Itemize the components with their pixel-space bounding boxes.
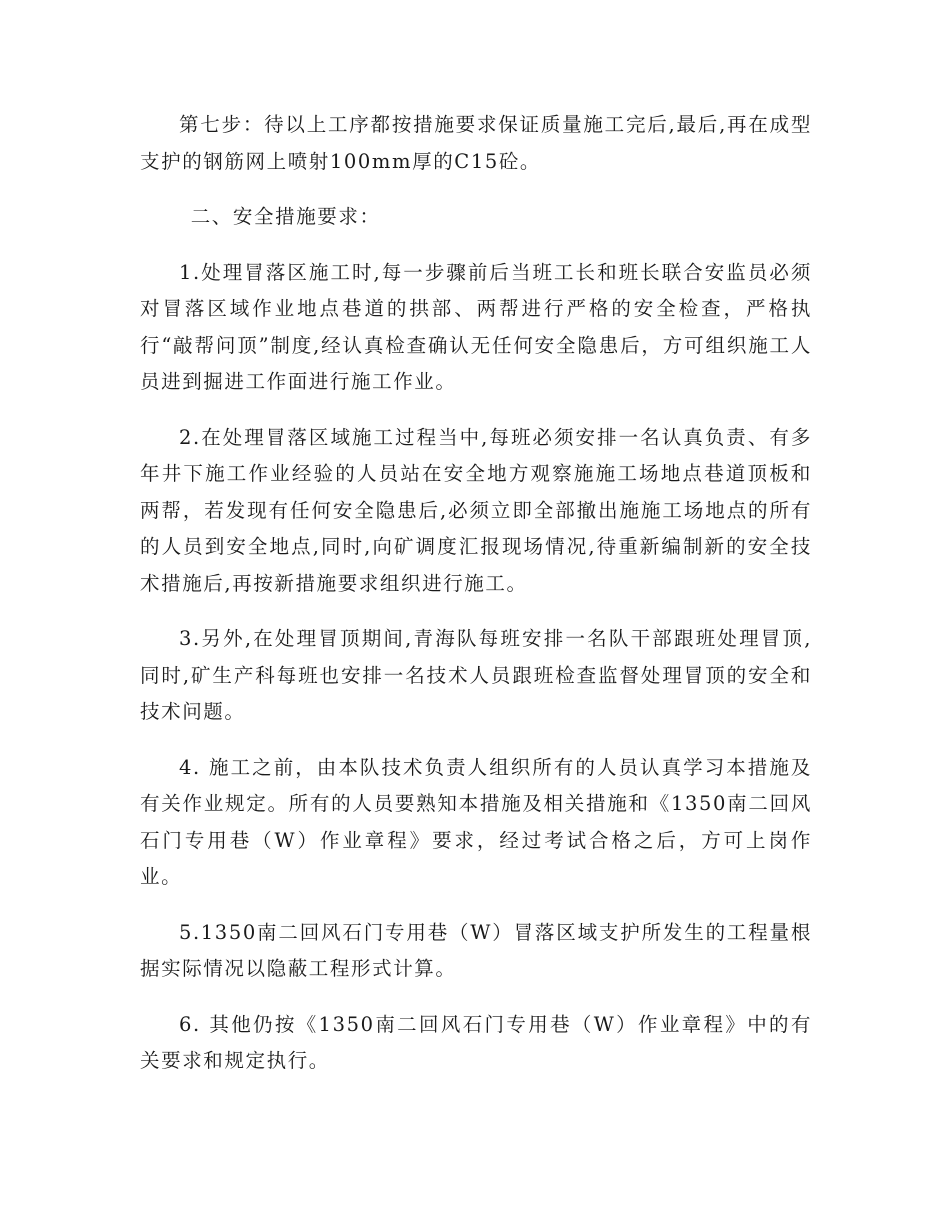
paragraph-step-seven: 第七步：待以上工序都按措施要求保证质量施工完后,最后,再在成型支护的钢筋网上喷射100mm厚的C15砼。	[140, 113, 812, 173]
section-heading-safety-measures: 二、安全措施要求：	[190, 205, 381, 228]
paragraph-item-3: 3.另外,在处理冒顶期间,青海队每班安排一名队干部跟班处理冒顶,同时,矿生产科每班也安排一名技术人员跟班检查监督处理冒顶的安全和技术问题。	[140, 627, 812, 723]
paragraph-item-6: 6. 其他仍按《1350南二回风石门专用巷（W）作业章程》中的有关要求和规定执行。	[140, 1012, 812, 1072]
paragraph-item-1: 1.处理冒落区施工时,每一步骤前后当班工长和班长联合安监员必须对冒落区域作业地点巷道的拱部、两帮进行严格的安全检查，严格执行“敲帮问顶”制度,经认真检查确认无任何安全隐患后，方可组织施工人员进到掘进工作面进行施工作业。	[140, 260, 812, 393]
paragraph-item-4: 4. 施工之前，由本队技术负责人组织所有的人员认真学习本措施及有关作业规定。所有的人员要熟知本措施及相关措施和《1350南二回风石门专用巷（W）作业章程》要求，经过考试合格之后，方可上岗作业。	[140, 755, 812, 888]
document-body	[140, 107, 812, 1099]
paragraph-item-2: 2.在处理冒落区域施工过程当中,每班必须安排一名认真负责、有多年井下施工作业经验的人员站在安全地方观察施施工场地点巷道顶板和两帮，若发现有任何安全隐患后,必须立即全部撤出施施工场地点的所有的人员到安全地点,同时,向矿调度汇报现场情况,待重新编制新的安全技术措施后,再按新措施要求组织进行施工。	[140, 425, 812, 595]
paragraph-item-5: 5.1350南二回风石门专用巷（W）冒落区域支护所发生的工程量根据实际情况以隐蔽工程形式计算。	[140, 920, 812, 980]
